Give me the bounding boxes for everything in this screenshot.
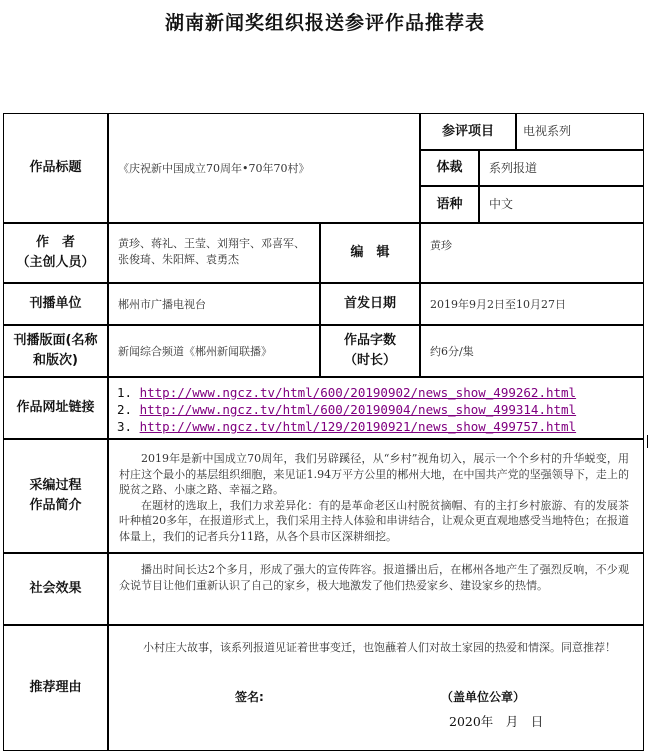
process-content: [108, 439, 644, 553]
reason-label: 推荐理由: [3, 625, 108, 751]
page-title: 湖南新闻奖组织报送参评作品推荐表: [164, 12, 485, 34]
link-row-3: [117, 418, 643, 435]
effect-content: [108, 553, 644, 625]
author-label-line1: 作 者: [35, 235, 75, 250]
link-row-1: [117, 384, 643, 401]
publisher-label: 刊播单位: [3, 283, 108, 325]
category-label: 参评项目: [420, 113, 516, 150]
work-title-value: 《庆祝新中国成立70周年•70年70村》: [108, 113, 420, 223]
edition-label: [3, 325, 108, 377]
effect-paragraph: 播出时间长达2个多月，形成了强大的宣传阵容。报道播出后，在郴州各地产生了强烈反响，不少观众说节目让他们重新认识了自己的家乡，极大地激发了他们热爱家乡、建设家乡的热情。: [119, 563, 629, 592]
genre-value: 系列报道: [479, 150, 644, 186]
link-number: 1.: [117, 385, 133, 400]
edition-label-line1: 刊播版面(名称: [13, 333, 98, 348]
first-date-value: 2019年9月2日至10月27日: [420, 283, 644, 325]
seal-note: （盖单位公章）: [441, 690, 526, 704]
link-number: 3.: [117, 419, 133, 434]
process-label: [3, 439, 108, 553]
first-date-label: 首发日期: [320, 283, 420, 325]
links-list: [108, 377, 644, 439]
author-label-line2: （主创人员）: [16, 255, 95, 270]
length-label: [320, 325, 420, 377]
language-value: 中文: [479, 186, 644, 223]
authors-value: [108, 223, 320, 283]
category-value: 电视系列: [516, 113, 644, 150]
reason-content: [108, 625, 644, 751]
effect-label: 社会效果: [3, 553, 108, 625]
edition-label-line2: 和版次): [33, 353, 78, 368]
work-title-label: 作品标题: [3, 113, 108, 223]
process-label-line2: 作品简介: [29, 498, 82, 513]
reason-paragraph: 小村庄大故事，该系列报道见证着世事变迁，也饱蘸着人们对故土家园的热爱和情深。同意推荐！: [143, 641, 616, 654]
length-label-line1: 作品字数: [343, 333, 396, 348]
link-url[interactable]: http://www.ngcz.tv/html/600/20190904/news_show_499314.html: [139, 402, 577, 417]
language-label: 语种: [420, 186, 479, 223]
text-cursor: [647, 435, 648, 448]
link-url[interactable]: http://www.ngcz.tv/html/600/20190902/news_show_499262.html: [139, 385, 577, 400]
length-value: 约6分/集: [420, 325, 644, 377]
link-row-2: [117, 401, 643, 418]
genre-label: 体裁: [420, 150, 479, 186]
link-url[interactable]: http://www.ngcz.tv/html/129/20190921/news_show_499757.html: [139, 419, 577, 434]
editor-value: 黄珍: [420, 223, 644, 283]
process-paragraph-1: 2019年是新中国成立70周年，我们另辟蹊径，从“乡村”视角切入，展示一个个乡村的升华蜕变，用村庄这个最小的基层组织细胞，来见证1.94万平方公里的郴州大地，在中国共产党的坚强领导下，走上的脱贫之路、小康之路、幸福之路。: [119, 452, 629, 496]
length-label-line2: （时长）: [343, 353, 396, 368]
edition-value: 新闻综合频道《郴州新闻联播》: [108, 325, 320, 377]
sign-date: 2020年 月 日: [449, 714, 544, 729]
process-paragraph-2: 在题材的选取上，我们力求差异化：有的是革命老区山村脱贫摘帽、有的主打乡村旅游、有的发展茶叶种植20多年，在报道形式上，我们采用主持人体验和串讲结合，让观众更直观地感受当地特色；在报道体量上，我们的记者兵分11路，从各个县市区深耕细挖。: [119, 498, 629, 543]
authors-line2: 张俊琦、朱阳辉、袁勇杰: [118, 253, 239, 266]
publisher-value: 郴州市广播电视台: [108, 283, 320, 325]
author-label: [3, 223, 108, 283]
links-label: 作品网址链接: [3, 377, 108, 439]
process-label-line1: 采编过程: [29, 478, 82, 493]
authors-line1: 黄珍、蒋礼、王莹、刘翔宇、邓喜军、: [118, 237, 305, 250]
editor-label: 编 辑: [320, 223, 420, 283]
signature-label: 签名:: [235, 690, 264, 704]
recommendation-form: [4, 114, 645, 752]
link-number: 2.: [117, 402, 133, 417]
